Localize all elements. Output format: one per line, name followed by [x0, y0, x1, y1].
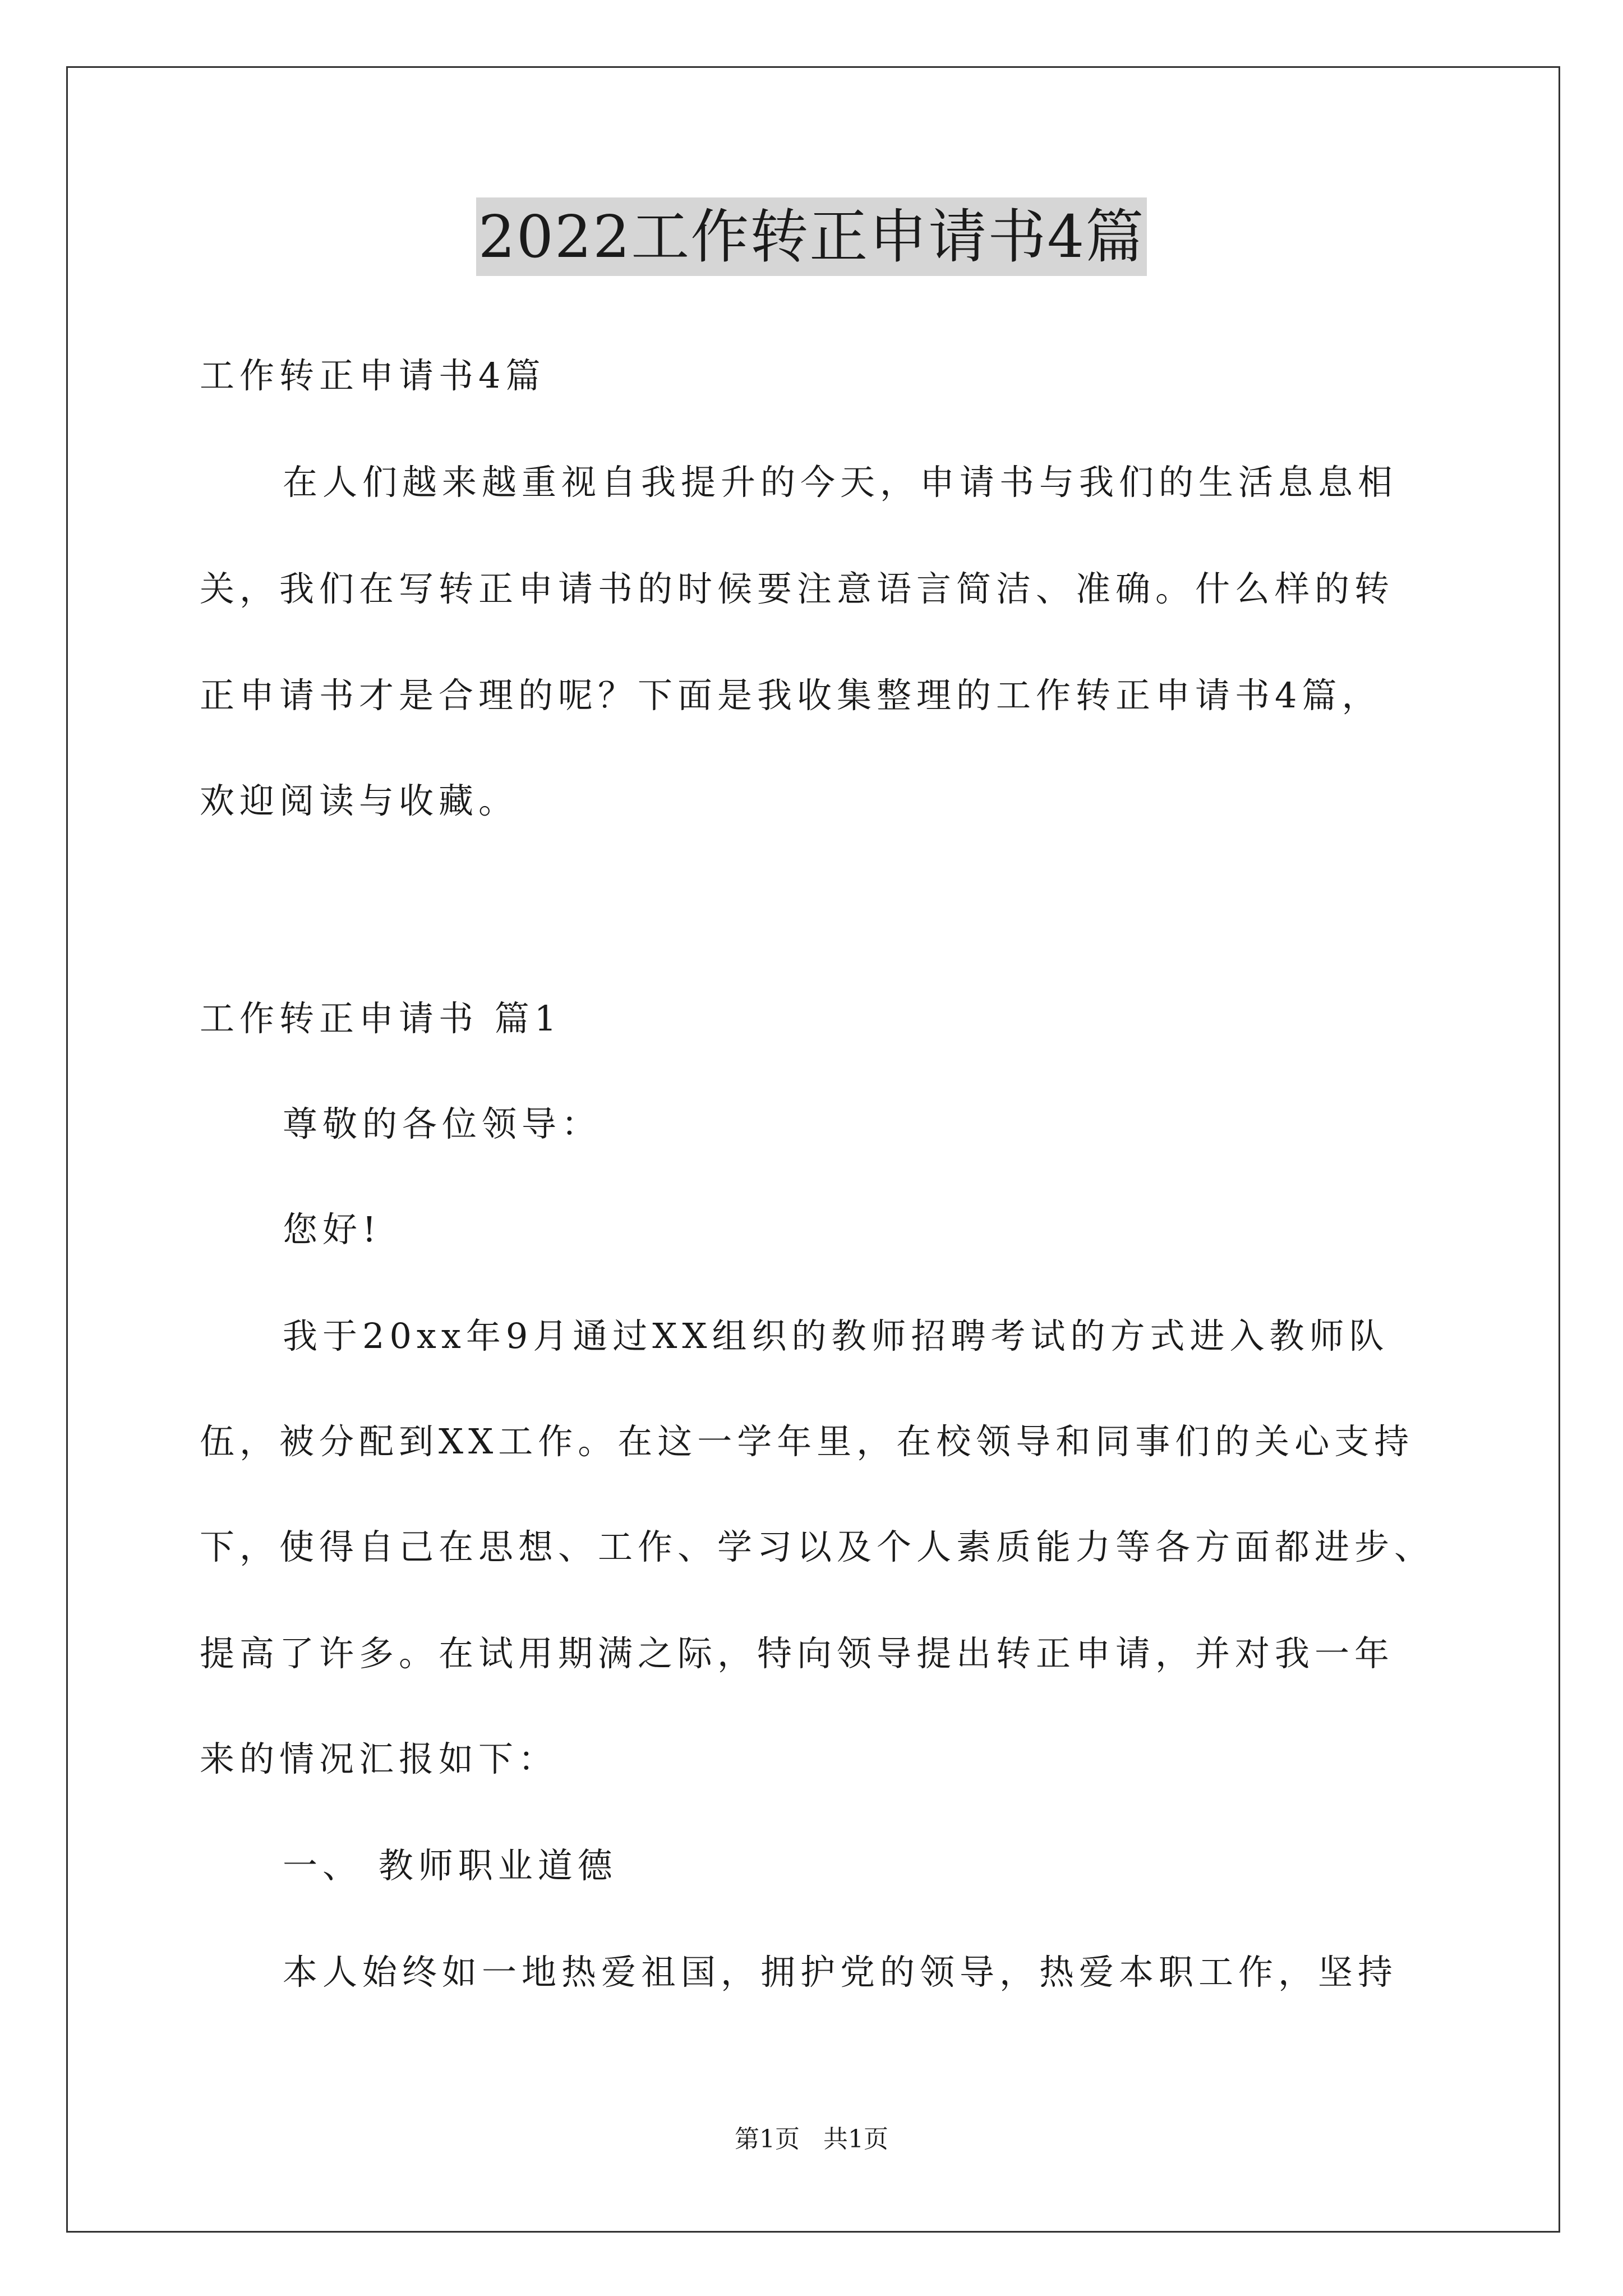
intro-line: 关，我们在写转正申请书的时候要注意语言简洁、准确。什么样的转 [200, 568, 1395, 609]
intro-line: 欢迎阅读与收藏。 [200, 780, 519, 821]
body-line: 下，使得自己在思想、工作、学习以及个人素质能力等各方面都进步、 [200, 1526, 1435, 1567]
body-line: 伍，被分配到XX工作。在这一学年里，在校领导和同事们的关心支持 [200, 1421, 1414, 1462]
title-block [0, 197, 1623, 276]
body-line: 来的情况汇报如下： [200, 1738, 559, 1779]
body-line: 提高了许多。在试用期满之际，特向领导提出转正申请，并对我一年 [200, 1633, 1395, 1674]
section-heading: 工作转正申请书 篇1 [200, 998, 562, 1039]
subtitle: 工作转正申请书4篇 [200, 355, 546, 396]
salutation: 尊敬的各位领导： [283, 1103, 602, 1144]
page-footer: 第1页 共1页 [735, 2125, 888, 2154]
intro-line: 在人们越来越重视自我提升的今天，申请书与我们的生活息息相 [283, 462, 1398, 503]
document-title: 2022工作转正申请书4篇 [476, 197, 1147, 276]
body-line: 本人始终如一地热爱祖国，拥护党的领导，热爱本职工作，坚持 [283, 1952, 1398, 1993]
list-item-heading: 一、 教师职业道德 [283, 1845, 617, 1886]
body-line: 我于20xx年9月通过XX组织的教师招聘考试的方式进入教师队 [283, 1315, 1389, 1356]
greeting: 您好! [283, 1209, 381, 1250]
intro-line: 正申请书才是合理的呢？下面是我收集整理的工作转正申请书4篇， [200, 675, 1382, 716]
